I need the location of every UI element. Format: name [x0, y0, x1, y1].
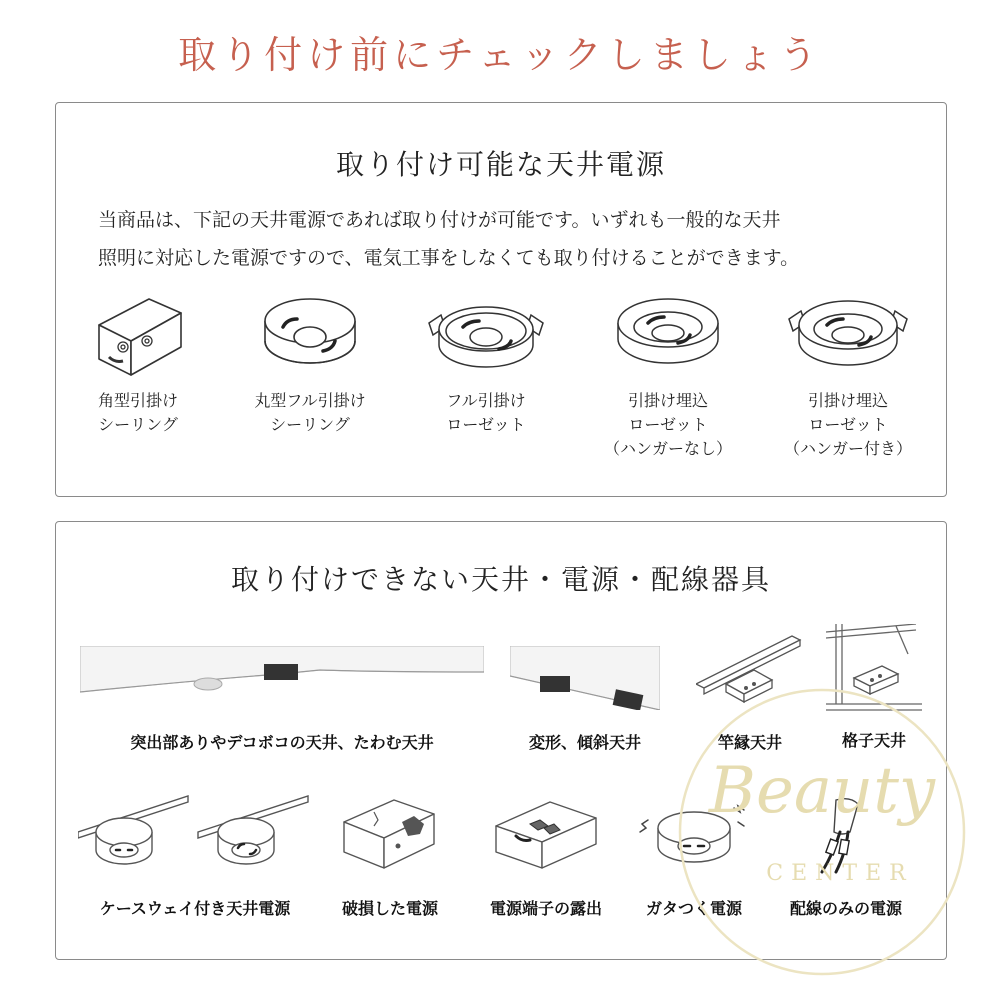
- lattice-ceiling-icon: [826, 624, 922, 714]
- ok-item-label: フル引掛け ローゼット: [446, 391, 526, 434]
- ng-item-label: ガタつく電源: [645, 899, 743, 918]
- round-full-ceiling-hook-icon: [255, 285, 365, 383]
- not-installable-panel: [55, 521, 947, 960]
- ng-item-wiring-only: [778, 792, 914, 922]
- wobbly-power-icon: [634, 792, 754, 878]
- embedded-rosette-icon: [608, 285, 728, 383]
- description-line: 照明に対応した電源ですので、電気工事をしなくても取り付けることができます。: [98, 247, 800, 269]
- square-ceiling-hook-icon: [83, 285, 193, 383]
- uneven-ceiling-icon: [80, 646, 484, 706]
- exposed-terminal-icon: [486, 792, 606, 878]
- installable-title: 取り付け可能な天井電源: [335, 148, 666, 181]
- ng-item-label: ケースウェイ付き天井電源: [99, 899, 291, 918]
- caseway-power-icon: [78, 792, 312, 878]
- installable-description: [98, 201, 918, 277]
- ng-item-uneven-ceiling: [80, 646, 484, 756]
- ng-item-label: 配線のみの電源: [789, 899, 903, 918]
- ng-item-label: 突出部ありやデコボコの天井、たわむ天井: [130, 733, 434, 752]
- damaged-power-icon: [340, 792, 440, 878]
- embedded-rosette-hanger-icon: [783, 285, 913, 383]
- ng-item-sloped-ceiling: [510, 646, 660, 756]
- ok-item-label: 引掛け埋込 ローゼット （ハンガー付き）: [783, 391, 912, 458]
- ok-item-embedded-rosette: [588, 285, 748, 461]
- ng-item-label: 電源端子の露出: [489, 899, 603, 918]
- ok-item-label: 丸型フル引掛け シーリング: [254, 391, 366, 434]
- watermark-text-sub: CENTER: [766, 861, 914, 886]
- page-title: 取り付け前にチェックしましょう: [178, 33, 822, 77]
- ng-item-label: 竿縁天井: [717, 733, 783, 752]
- wiring-only-icon: [778, 792, 914, 878]
- ok-item-label: 引掛け埋込 ローゼット （ハンガーなし）: [603, 391, 732, 458]
- watermark-text-main: Beauty: [708, 754, 936, 828]
- description-line: 当商品は、下記の天井電源であれば取り付けが可能です。いずれも一般的な天井: [98, 209, 781, 231]
- ok-item-square-ceiling: [58, 285, 218, 437]
- ok-item-embedded-rosette-hanger: [768, 285, 928, 461]
- ng-item-label: 破損した電源: [341, 899, 439, 918]
- rod-edge-ceiling-icon: [696, 626, 804, 716]
- ng-item-lattice-ceiling: [826, 624, 922, 756]
- full-hook-rosette-icon: [421, 285, 551, 383]
- ng-item-wobbly-power: [634, 792, 754, 922]
- ok-item-hook-rosette: [406, 285, 566, 437]
- ng-item-label: 変形、傾斜天井: [528, 733, 642, 752]
- not-installable-title: 取り付けできない天井・電源・配線器具: [230, 563, 771, 596]
- installable-panel: [55, 102, 947, 497]
- ng-item-rod-edge-ceiling: [696, 626, 804, 756]
- ng-item-exposed-terminal: [486, 792, 606, 922]
- ng-item-damaged-power: [340, 792, 440, 922]
- ok-item-label: 角型引掛け シーリング: [97, 391, 178, 434]
- ng-item-caseway-power: [78, 792, 312, 922]
- ok-item-round-ceiling: [230, 285, 390, 437]
- sloped-ceiling-icon: [510, 646, 660, 710]
- ng-item-label: 格子天井: [841, 731, 907, 750]
